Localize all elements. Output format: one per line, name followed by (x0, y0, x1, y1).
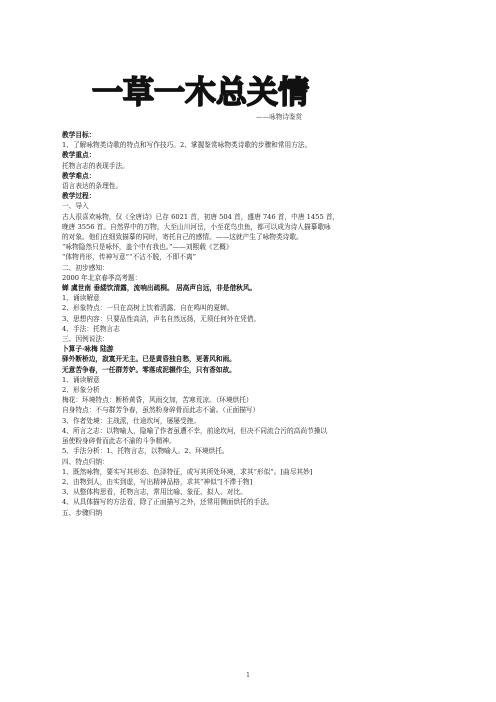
document-body (62, 130, 442, 518)
page-number: 1 (246, 672, 250, 679)
heading-line: 蝉 虞世南 垂緌饮清露，流响出疏桐。 居高声自远，非是借秋风。 (62, 284, 257, 293)
title-text: 一草一木总关情 (92, 75, 309, 110)
text-line: 5、手法分析：1、托物言志，以物喻人。2、环境烘托。 (62, 447, 229, 456)
text-line: 4、手法：托物言志 (62, 324, 120, 333)
text-line: 1、既然咏物，要实写其形态、色泽特征，或写其所处环境，求其“形似”。[曲尽其妙] (62, 467, 313, 476)
heading-line: 教学难点： (62, 171, 96, 180)
text-line: 的对象。他们在细致描摹的同时，寄托自己的感情。——这就产生了咏物类诗歌。 (62, 233, 303, 242)
heading-line: 教学重点： (62, 151, 96, 160)
text-line: “咏物隐然只是咏怀，盖个中有我也。”——刘熙载《艺概》 (62, 243, 233, 252)
heading-line: 教学目标： (62, 131, 96, 139)
text-line: “体物肖形，传神写意”“不沾不脱，不即不离” (62, 253, 197, 262)
text-line: 三、因例说法： (62, 335, 109, 344)
heading-line: 无意苦争春，一任群芳妒。零落成泥辗作尘，只有香如故。 (62, 365, 236, 374)
text-line: 1、了解咏物类诗歌的特点和写作技巧。2、掌握鉴赏咏物类诗歌的步骤和常用方法。 (62, 141, 312, 150)
text-line: 一、导入 (62, 202, 89, 211)
text-line: 托物言志的表现手法。 (62, 161, 129, 170)
text-line: 四、特点归纳： (62, 457, 109, 466)
text-line: 五、步骤归纳 (62, 508, 103, 517)
text-line: 二、初步感知： (62, 263, 109, 272)
text-line: 2、由物到人，由实到虚，写出精神品格，求其“神似”[不滞于物] (62, 477, 253, 486)
text-line: 1、诵读解意 (62, 375, 100, 384)
text-line: 虽使粉身碎骨而此志不渝的斗争精神。 (62, 437, 176, 446)
text-line: 梅花：环境特点：断桥黄昏，风雨交加，苦寒荒凉。（环境烘托） (62, 396, 253, 405)
text-line: 自身特点：不与群芳争春，虽然粉身碎骨而此志不渝。（正面描写） (62, 406, 260, 415)
heading-line: 驿外断桥边，寂寞开无主。已是黄昏独自愁，更著风和雨。 (62, 355, 236, 364)
page-title (92, 72, 332, 110)
heading-line: 卜算子·咏梅 陆游 (62, 345, 114, 354)
text-line: 3、作者处境：主战派，仕途坎坷，屡屡受挫。 (62, 416, 201, 425)
text-line: 3、从整体构思看，托物言志，常用比喻、象征、拟人、对比。 (62, 488, 247, 497)
text-line: 2、形象特点：一只在高树上饮着清露、自在鸣叫的夏蝉。 (62, 304, 234, 313)
text-line: 4、所言之志：以物喻人，隐喻了作者虽遭不幸，前途坎坷，但决不同流合污的高尚节操以 (62, 426, 328, 435)
text-line: 2、形象分析 (62, 386, 100, 395)
text-line: 3、思想内容：只要品性高洁，声名自然远扬，无须任何外在凭借。 (62, 314, 261, 323)
heading-line: 教学过程： (62, 192, 96, 201)
title-outline-art (92, 72, 332, 110)
text-line: 4、从具体描写的方法看，除了正面描写之外，还常用侧面烘托的手法。 (62, 498, 274, 507)
text-line: 晚唐 3556 首。自然界中的万物，大至山川河岳，小至花鸟虫鱼，都可以成为诗人描摹歌咏 (62, 222, 331, 231)
text-line: 2000 年北京春季高考题： (62, 273, 142, 282)
text-line: 古人很喜欢咏物，仅《全唐诗》已存 6021 首，初唐 504 首，盛唐 746 首，中唐 1455 首， (62, 212, 340, 221)
subtitle: ——咏物诗鉴赏 (256, 113, 303, 121)
text-line: 语言表达的条理性。 (62, 182, 123, 191)
text-line: 1、诵读解意 (62, 294, 100, 303)
